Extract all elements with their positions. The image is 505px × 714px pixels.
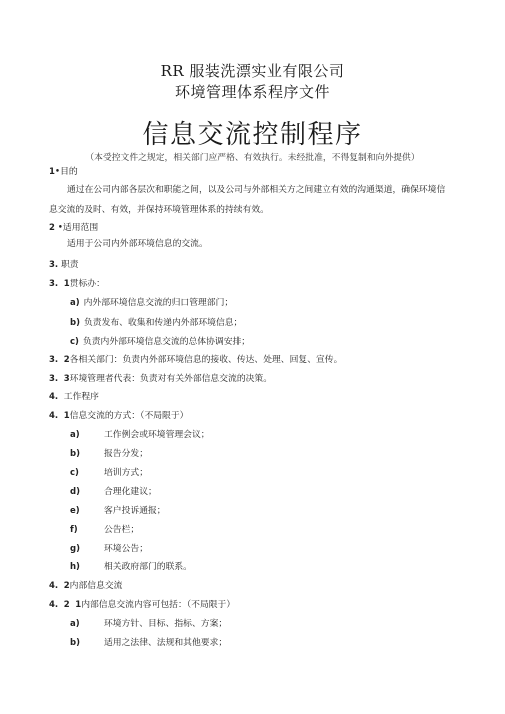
section-2-heading — [49, 222, 98, 234]
section-separator: • — [54, 167, 61, 177]
item-label: b) — [70, 449, 80, 459]
subsection-number: 1 — [63, 411, 70, 421]
section-4-1-heading — [49, 410, 188, 422]
section-3-3-heading — [49, 373, 272, 385]
item-text: 负责发布、收集和传递内外部环境信息； — [83, 318, 243, 328]
section-2-body: 适用于公司内外部环境信息的交流。 — [67, 239, 208, 249]
subsection-number: 2 — [63, 581, 70, 591]
item-label: c) — [70, 337, 79, 347]
list-item — [70, 486, 157, 498]
subsection-number: 3 — [63, 374, 70, 384]
section-heading-text: 工作程序 — [63, 392, 99, 402]
section-4-heading — [49, 391, 99, 403]
list-item — [70, 336, 250, 348]
list-item — [70, 429, 210, 441]
item-label: c) — [70, 468, 79, 478]
section-number: 3. — [49, 260, 59, 270]
section-1-heading — [49, 166, 78, 178]
section-number: 4. — [49, 600, 59, 610]
list-item — [70, 448, 148, 460]
item-text: 培训方式； — [104, 468, 148, 478]
section-heading-text: 目的 — [60, 167, 78, 177]
item-text: 合理化建议； — [104, 487, 157, 497]
item-label: a) — [70, 430, 80, 440]
section-heading-text: 环境管理者代表：负责对有关外部信息交流的决策。 — [69, 374, 273, 384]
list-item — [70, 637, 227, 649]
item-label: b) — [70, 638, 80, 648]
item-label: a) — [70, 298, 80, 308]
section-heading-text: 贯标办： — [69, 279, 105, 289]
list-item — [70, 467, 148, 479]
control-notice: （本受控文件之规定，相关部门应严格、有效执行。未经批准，不得复制和向外提供） — [85, 153, 420, 163]
item-text: 工作例会或环境管理会议； — [104, 430, 210, 440]
section-4-2-heading — [49, 580, 122, 592]
section-heading-text: 各相关部门：负责内外部环境信息的接收、传达、处理、回复、宣传。 — [69, 355, 343, 365]
section-3-1-heading — [49, 278, 105, 290]
section-heading-text: 职责 — [60, 260, 79, 270]
item-label: f) — [70, 525, 78, 535]
section-number: 3. — [49, 355, 59, 365]
section-number: 3. — [49, 279, 59, 289]
item-text: 客户投诉通报； — [104, 506, 166, 516]
item-text: 适用之法律、法规和其他要求； — [104, 638, 228, 648]
item-label: e) — [70, 506, 80, 516]
subsection-number: 1 — [63, 279, 70, 289]
item-text: 环境方针、目标、指标、方案； — [104, 619, 228, 629]
section-separator: • — [54, 223, 63, 233]
section-number: 2 — [49, 223, 55, 233]
item-text: 负责内外部环境信息交流的总体协调安排； — [82, 337, 251, 347]
section-heading-text: 适用范围 — [62, 223, 99, 233]
section-number: 1 — [49, 167, 55, 177]
item-label: d) — [70, 487, 80, 497]
item-text: 报告分发； — [104, 449, 148, 459]
item-text: 公告栏； — [104, 525, 140, 535]
item-label: a) — [70, 619, 80, 629]
list-item — [70, 524, 139, 536]
section-1-body: 通过在公司内部各层次和职能之间，以及公司与外部相关方之间建立有效的沟通渠道，确保环境信息交流的及时、有效，并保持环境管理体系的持续有效。 — [49, 185, 446, 215]
section-number: 4. — [49, 581, 59, 591]
section-number: 3. — [49, 374, 59, 384]
item-text: 内外部环境信息交流的归口管理部门； — [83, 298, 234, 308]
section-heading-text: 内部信息交流内容可包括：（不局限于） — [81, 600, 236, 610]
list-item — [70, 317, 242, 329]
subsection-number: 2 — [63, 355, 70, 365]
item-text: 相关政府部门的联系。 — [104, 562, 192, 572]
item-text: 环境公告； — [104, 544, 148, 554]
section-3-heading — [49, 259, 79, 271]
section-heading-text: 内部信息交流 — [69, 581, 123, 591]
document-title: 信息交流控制程序 — [142, 120, 363, 150]
section-heading-text: 信息交流的方式：（不局限于） — [69, 411, 189, 421]
section-3-2-heading — [49, 354, 342, 366]
list-item — [70, 543, 148, 555]
section-number: 4. — [49, 392, 59, 402]
document-subtitle: 环境管理体系程序文件 — [174, 83, 330, 101]
list-item — [70, 561, 192, 573]
item-label: g) — [70, 544, 80, 554]
item-label: b) — [70, 318, 80, 328]
company-name: RR 服装洗漂实业有限公司 — [160, 62, 345, 80]
section-number: 4. — [49, 411, 59, 421]
subsection-number: 2 — [63, 600, 70, 610]
list-item — [70, 618, 227, 630]
subsubsection-number: 1 — [75, 600, 82, 610]
list-item — [70, 297, 233, 309]
list-item — [70, 505, 166, 517]
item-label: h) — [70, 562, 80, 572]
section-4-2-1-heading — [49, 599, 235, 611]
